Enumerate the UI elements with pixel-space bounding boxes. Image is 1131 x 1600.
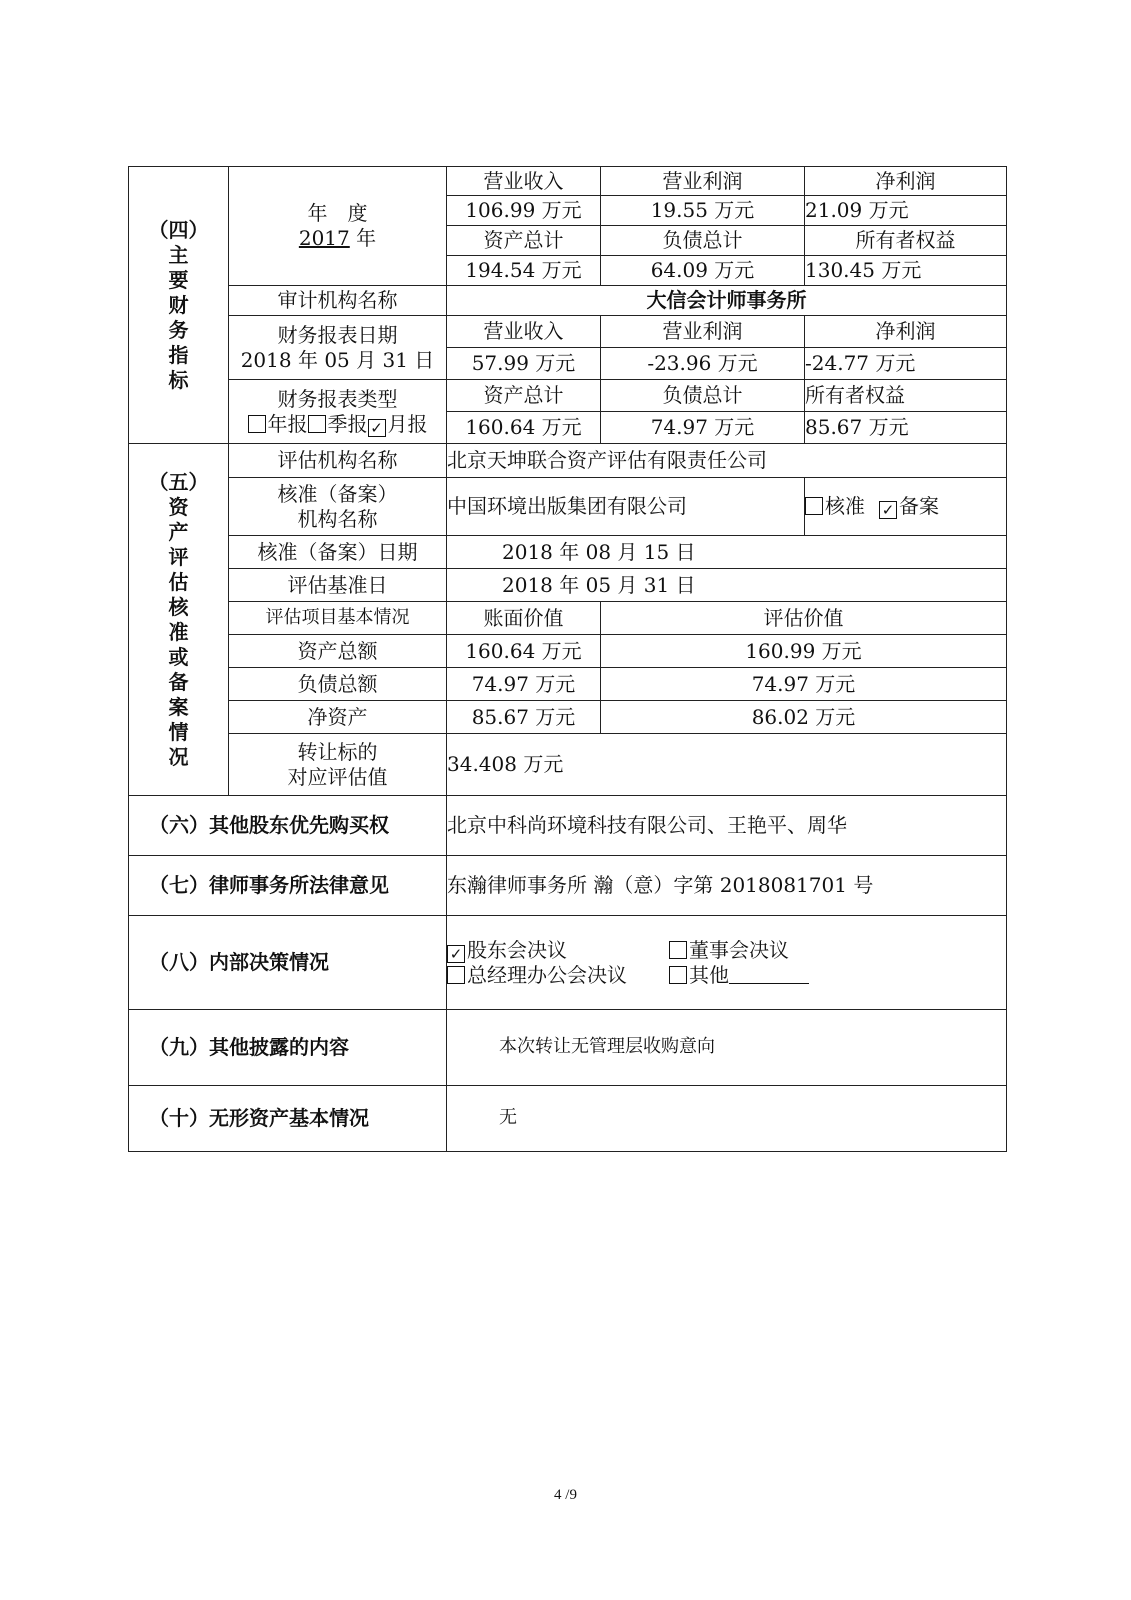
val-net-profit: 21.09 万元 <box>805 196 1007 226</box>
eval-row-label: 资产总额 <box>229 635 447 668</box>
r-hdr-equity: 所有者权益 <box>805 380 1007 412</box>
eval-row-eval: 86.02 万元 <box>601 701 1007 734</box>
val-revenue: 106.99 万元 <box>447 196 601 226</box>
base-date-value: 2018 年 05 月 31 日 <box>447 569 1007 602</box>
checkbox-icon[interactable] <box>805 497 823 515</box>
r-val-total-assets: 160.64 万元 <box>447 412 601 444</box>
option-board-resolution[interactable]: 董事会决议 <box>669 938 789 962</box>
section4-title: （四） 主 要 财 务 指 标 <box>129 167 229 444</box>
approve-date-value: 2018 年 08 月 15 日 <box>447 536 1007 569</box>
target-label: 转让标的 对应评估值 <box>229 734 447 796</box>
checkbox-checked-icon[interactable]: ✓ <box>879 501 897 519</box>
section7-label: （七）律师事务所法律意见 <box>129 856 447 916</box>
disclosure-table <box>128 166 1007 1152</box>
checkbox-checked-icon[interactable]: ✓ <box>368 419 386 437</box>
eval-org-value: 北京天坤联合资产评估有限责任公司 <box>447 444 1007 478</box>
book-value-hdr: 账面价值 <box>447 602 601 635</box>
audit-value: 大信会计师事务所 <box>447 286 1007 316</box>
r-val-net-profit: -24.77 万元 <box>805 348 1007 380</box>
audit-label: 审计机构名称 <box>229 286 447 316</box>
approve-type-options <box>805 478 1007 536</box>
hdr-op-profit: 营业利润 <box>601 167 805 196</box>
section9-label: （九）其他披露的内容 <box>129 1010 447 1086</box>
section5-title: （五） 资 产 评 估 核 准 或 备 案 情 况 <box>129 444 229 796</box>
eval-row-book: 85.67 万元 <box>447 701 601 734</box>
base-date-label: 评估基准日 <box>229 569 447 602</box>
val-op-profit: 19.55 万元 <box>601 196 805 226</box>
hdr-total-liab: 负债总计 <box>601 226 805 256</box>
r-val-revenue: 57.99 万元 <box>447 348 601 380</box>
year-value-line: 2017 年 <box>298 226 377 250</box>
report-type-cell <box>229 380 447 444</box>
r-val-total-liab: 74.97 万元 <box>601 412 805 444</box>
option-shareholder-resolution[interactable]: ✓ 股东会决议 <box>447 938 669 963</box>
val-total-assets: 194.54 万元 <box>447 256 601 286</box>
eval-row-book: 160.64 万元 <box>447 635 601 668</box>
hdr-net-profit: 净利润 <box>805 167 1007 196</box>
approve-org-value: 中国环境出版集团有限公司 <box>447 478 805 536</box>
option-filing[interactable]: ✓ 备案 <box>879 494 939 519</box>
hdr-revenue: 营业收入 <box>447 167 601 196</box>
r-hdr-total-assets: 资产总计 <box>447 380 601 412</box>
r-hdr-total-liab: 负债总计 <box>601 380 805 412</box>
report-date-value: 2018 年 05 月 31 日 <box>240 347 435 372</box>
eval-row-eval: 160.99 万元 <box>601 635 1007 668</box>
eval-row-label: 净资产 <box>229 701 447 734</box>
r-hdr-op-profit: 营业利润 <box>601 316 805 348</box>
report-type-annual[interactable]: 年报 <box>248 412 308 436</box>
section7-value: 东瀚律师事务所 瀚（意）字第 2018081701 号 <box>447 856 1007 916</box>
hdr-equity: 所有者权益 <box>805 226 1007 256</box>
checkbox-checked-icon[interactable]: ✓ <box>447 945 465 963</box>
report-date-label: 财务报表日期 <box>277 322 398 347</box>
section8-label: （八）内部决策情况 <box>129 916 447 1010</box>
approve-date-label: 核准（备案）日期 <box>229 536 447 569</box>
report-type-quarterly[interactable]: 季报 <box>308 412 368 436</box>
eval-row-book: 74.97 万元 <box>447 668 601 701</box>
checkbox-icon[interactable] <box>308 415 326 433</box>
section10-label: （十）无形资产基本情况 <box>129 1086 447 1152</box>
eval-org-label: 评估机构名称 <box>229 444 447 478</box>
val-total-liab: 64.09 万元 <box>601 256 805 286</box>
year-label: 年 度 <box>307 201 368 225</box>
checkbox-icon[interactable] <box>669 941 687 959</box>
report-date-cell <box>229 316 447 380</box>
eval-row-eval: 74.97 万元 <box>601 668 1007 701</box>
r-val-equity: 85.67 万元 <box>805 412 1007 444</box>
disclosure-form <box>128 166 1006 1177</box>
section10-value: 无 <box>447 1086 1007 1152</box>
section9-value: 本次转让无管理层收购意向 <box>447 1010 1007 1086</box>
report-type-label: 财务报表类型 <box>277 386 398 411</box>
year-value: 2017 <box>298 226 350 250</box>
option-other[interactable]: 其他 <box>669 963 809 987</box>
approve-org-label: 核准（备案） 机构名称 <box>229 478 447 536</box>
val-equity: 130.45 万元 <box>805 256 1007 286</box>
eval-row-label: 负债总额 <box>229 668 447 701</box>
basic-label: 评估项目基本情况 <box>229 602 447 635</box>
r-val-op-profit: -23.96 万元 <box>601 348 805 380</box>
r-hdr-net-profit: 净利润 <box>805 316 1007 348</box>
report-type-options <box>229 412 446 437</box>
section6-label: （六）其他股东优先购买权 <box>129 796 447 856</box>
checkbox-icon[interactable] <box>248 415 266 433</box>
r-hdr-revenue: 营业收入 <box>447 316 601 348</box>
eval-value-hdr: 评估价值 <box>601 602 1007 635</box>
page-number: 4 /9 <box>554 1487 577 1503</box>
option-gm-resolution[interactable]: 总经理办公会决议 <box>447 963 669 988</box>
option-approve[interactable]: 核准 <box>805 494 865 519</box>
section6-value: 北京中科尚环境科技有限公司、王艳平、周华 <box>447 796 1007 856</box>
checkbox-icon[interactable] <box>669 966 687 984</box>
hdr-total-assets: 资产总计 <box>447 226 601 256</box>
other-blank-line[interactable] <box>729 967 809 984</box>
year-cell <box>229 167 447 286</box>
checkbox-icon[interactable] <box>447 966 465 984</box>
target-value: 34.408 万元 <box>447 734 1007 796</box>
report-type-monthly[interactable]: ✓ 月报 <box>368 412 428 436</box>
section8-options <box>447 916 1007 1010</box>
